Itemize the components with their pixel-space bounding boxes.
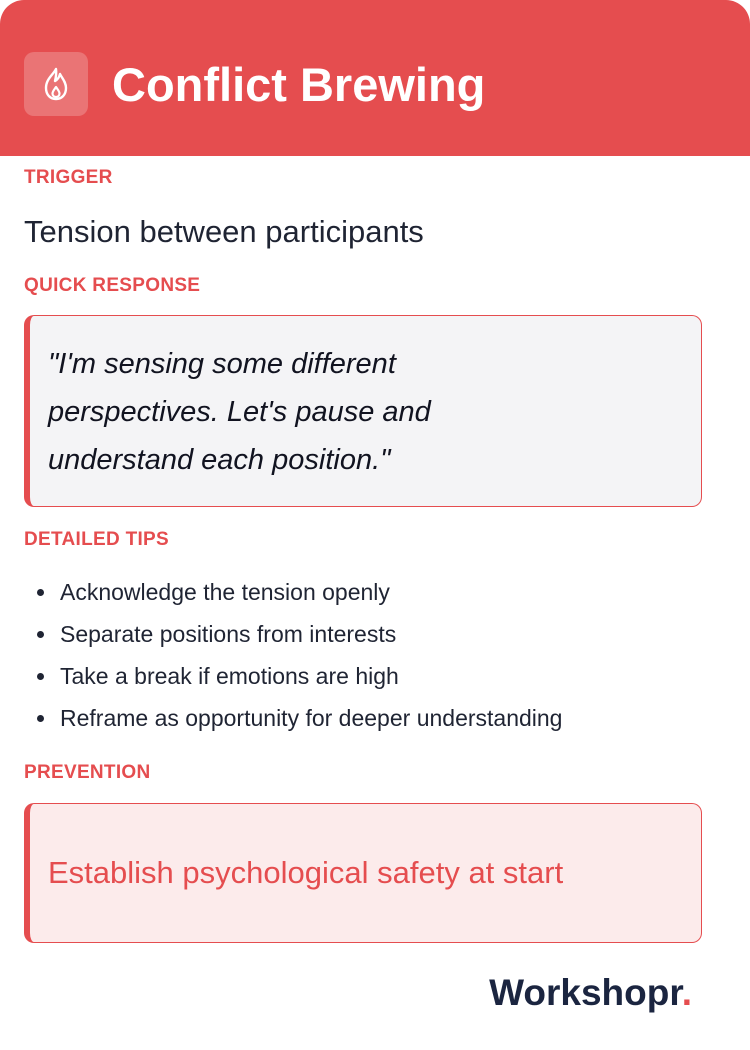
flame-icon xyxy=(24,52,88,116)
card-header xyxy=(0,0,750,156)
tip-text: Acknowledge the tension openly xyxy=(60,579,390,605)
quick-response-label: QUICK RESPONSE xyxy=(24,275,201,296)
bullet-icon xyxy=(37,715,44,722)
trigger-text: Tension between participants xyxy=(24,214,424,249)
tip-item xyxy=(0,571,562,613)
prevention-box xyxy=(24,803,702,943)
quick-response-box xyxy=(24,315,702,507)
trigger-label: TRIGGER xyxy=(24,167,113,188)
prevention-text: Establish psychological safety at start xyxy=(48,855,564,890)
tip-item xyxy=(0,697,562,739)
quick-response-quote: "I'm sensing some different perspectives. Let's pause and understand each position." xyxy=(48,348,431,476)
tip-text: Take a break if emotions are high xyxy=(60,663,399,689)
tips-list xyxy=(0,571,562,739)
tip-text: Separate positions from interests xyxy=(60,621,397,647)
prevention-label: PREVENTION xyxy=(24,762,151,783)
bullet-icon xyxy=(37,589,44,596)
bullet-icon xyxy=(37,631,44,638)
detailed-tips-label: DETAILED TIPS xyxy=(24,529,169,550)
brand-logo xyxy=(489,970,692,1016)
page-title: Conflict Brewing xyxy=(112,58,486,111)
brand-name: Workshopr xyxy=(489,972,682,1013)
tip-item xyxy=(0,613,562,655)
tip-item xyxy=(0,655,562,697)
brand-dot: . xyxy=(681,972,692,1013)
bullet-icon xyxy=(37,673,44,680)
tip-text: Reframe as opportunity for deeper understanding xyxy=(60,705,563,731)
